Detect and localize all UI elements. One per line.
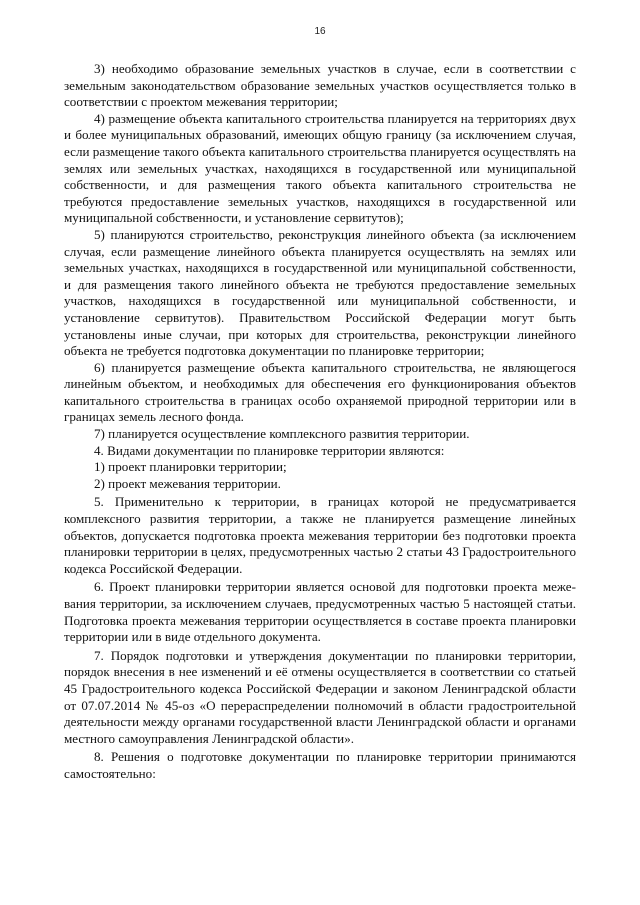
paragraph-item-4: 4) размещение объекта капитального строительства планируется на территориях двух и более муниципальных образований, имеющих общую границу (за исключением случая, если размещение такого объекта капитального строительства планируется осуществлять на землях или земельных участках, находящихся в государственной или муниципальной собственности, и для размещения такого объекта капитального строительства не требуются предоставление земельных участков, находящихся в государственной или муниципальной собственности, и установление сервитутов); <box>64 110 576 226</box>
page-number: 16 <box>314 26 326 37</box>
paragraph-subitem-2: 2) проект межевания территории. <box>94 475 281 491</box>
paragraph-section-8: 8. Решения о подготовке документации по планировке территории принимаются самостоятельно: <box>64 749 576 781</box>
paragraph-item-6: 6) планируется размещение объекта капитального строительства, не являющегося линейным объектом, и необходимых для обеспечения его функционирования объектов капитального строительства в границах особо охраняемой природной территории или в границах земель лесного фонда. <box>64 359 576 425</box>
paragraph-section-4: 4. Видами документации по планировке территории являются: <box>94 442 445 458</box>
paragraph-item-7: 7) планируется осуществление комплексного развития территории. <box>94 426 470 442</box>
paragraph-item-5: 5) планируются строительство, реконструкция линейного объекта (за исключением случая, если размещение линейного объекта планируется осуществлять на землях или земельных участках, находящихся в государственной или муниципальной собственности, и для размещения такого линейного объекта не требуются предоставление земельных участков, находящихся в государственной или муниципальной собственности, и установление сервитутов). Правительством Российской Федерации могут быть установлены иные случаи, при которых для строительства, реконструкции линейного объекта не требуется подготовка документации по планировке территории; <box>64 226 576 359</box>
paragraph-section-7: 7. Порядок подготовки и утверждения документации по планировки территории, порядок внесения в нее изменений и её отмены осуществляется в соответствии со статьей 45 Градостроительного кодекса Российской Федерации и законом Ленинградской области от 07.07.2014 № 45-оз «О перераспределении полномочий в области градостроительной деятельности между органами государственной власти Ленинградской области и органами местного самоуправления Ленинградской области». <box>64 647 576 746</box>
paragraph-subitem-1: 1) проект планировки территории; <box>94 459 287 475</box>
paragraph-section-5: 5. Применительно к территории, в границах которой не предусматривается комплексного развития территории, а также не планируется размещение линейных объектов, допускается подготовка проекта межевания территории без подготовки проекта планировки территории в целях, предусмотренных частью 2 статьи 43 Градостроительного кодекса Российской Федерации. <box>64 494 576 576</box>
paragraph-section-6: 6. Проект планировки территории является основой для подготовки проекта межевания территории, за исключением случаев, предусмотренных частью 5 настоящей статьи. Подготовка проекта межевания территории осуществляется в составе проекта планировки территории или в виде отдельного документа. <box>64 579 576 645</box>
paragraph-item-3: 3) необходимо образование земельных участков в случае, если в соответствии с земельным законодательством образование земельных участков осуществляется только в соответствии с проектом межевания территории; <box>64 61 576 110</box>
